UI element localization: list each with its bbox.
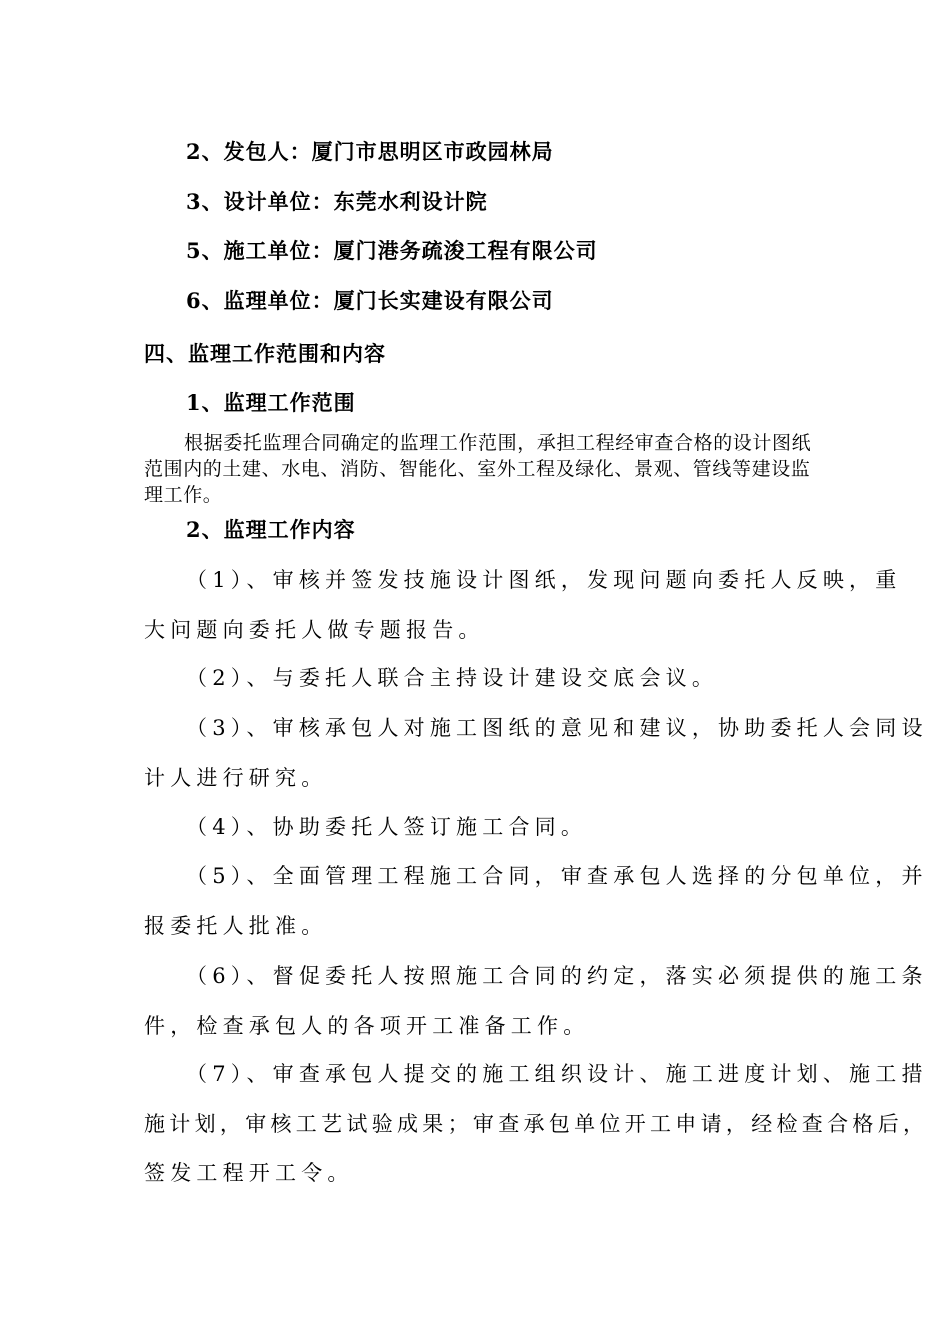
- content-item-line: （1）、审核并签发技施设计图纸，发现问题向委托人反映，重: [186, 568, 902, 592]
- content-item-line: （5）、全面管理工程施工合同，审查承包人选择的分包单位，并: [186, 864, 928, 888]
- scope-title: 1、监理工作范围: [186, 390, 356, 415]
- content-item-line: 报委托人批准。: [144, 914, 328, 938]
- content-item-line: （4）、协助委托人签订施工合同。: [186, 815, 588, 839]
- content-item-line: （7）、审查承包人提交的施工组织设计、施工进度计划、施工措: [186, 1062, 928, 1086]
- designer-line: 3、设计单位：东莞水利设计院: [186, 189, 488, 214]
- content-item-line: 签发工程开工令。: [144, 1161, 354, 1185]
- employer-line: 2、发包人：厦门市思明区市政园林局: [186, 139, 554, 164]
- scope-paragraph-line: 根据委托监理合同确定的监理工作范围，承担工程经审查合格的设计图纸: [184, 432, 812, 454]
- scope-paragraph-line: 理工作。: [144, 484, 223, 506]
- contractor-line: 5、施工单位：厦门港务疏浚工程有限公司: [186, 238, 598, 263]
- content-item-line: 件，检查承包人的各项开工准备工作。: [144, 1014, 590, 1038]
- supervisor-line: 6、监理单位：厦门长实建设有限公司: [186, 288, 554, 313]
- content-item-line: （2）、与委托人联合主持设计建设交底会议。: [186, 666, 719, 690]
- scope-paragraph-line: 范围内的土建、水电、消防、智能化、室外工程及绿化、景观、管线等建设监: [144, 458, 811, 480]
- content-title: 2、监理工作内容: [186, 517, 356, 542]
- content-item-line: 施计划，审核工艺试验成果；审查承包单位开工申请，经检查合格后，: [144, 1112, 929, 1136]
- section-title: 四、监理工作范围和内容: [144, 341, 386, 366]
- content-item-line: 大问题向委托人做专题报告。: [144, 618, 485, 642]
- content-item-line: （3）、审核承包人对施工图纸的意见和建议，协助委托人会同设: [186, 716, 928, 740]
- content-item-line: （6）、督促委托人按照施工合同的约定，落实必须提供的施工条: [186, 964, 928, 988]
- content-item-line: 计人进行研究。: [144, 766, 328, 790]
